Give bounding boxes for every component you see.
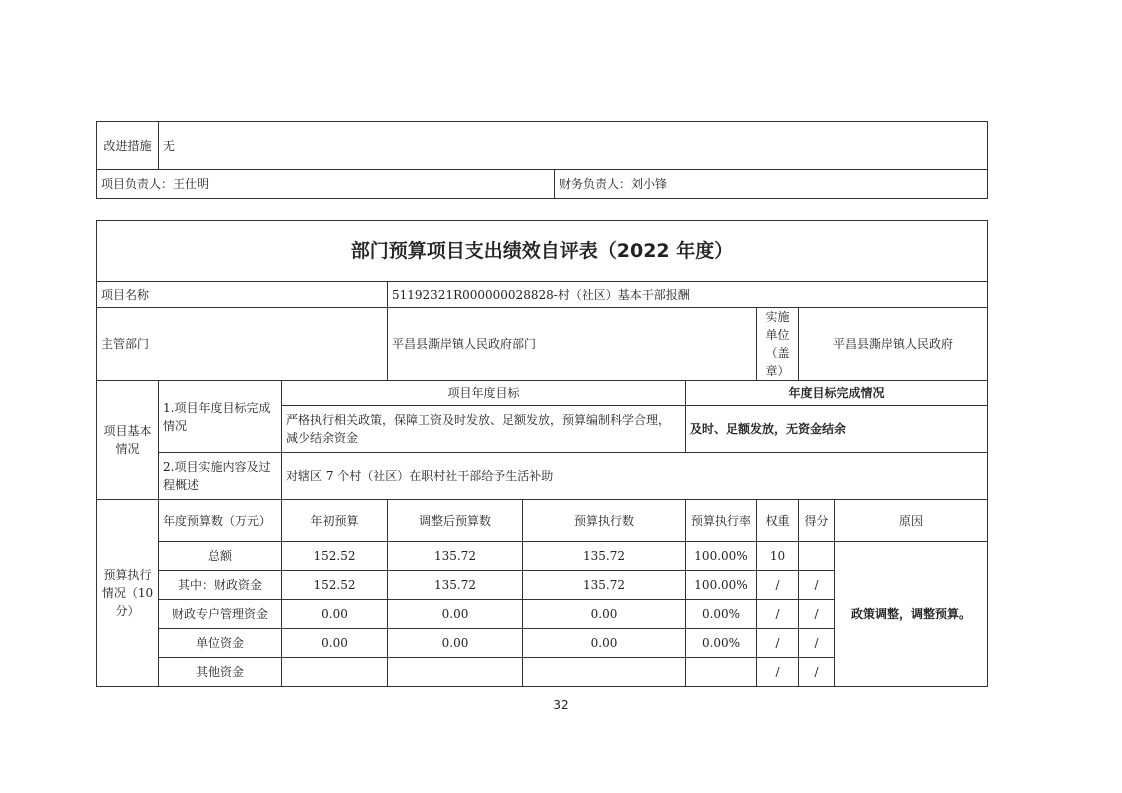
row-score: /: [799, 658, 835, 687]
impl-label: 2.项目实施内容及过程概述: [159, 453, 282, 500]
completion-header: 年度目标完成情况: [686, 381, 988, 406]
project-name-value: 51192321R000000028828-村（社区）基本干部报酬: [388, 282, 988, 308]
budget-section-label: 预算执行情况（10 分）: [97, 500, 159, 687]
finance-leader: 财务负责人：刘小锋: [555, 170, 988, 199]
row-executed: [523, 658, 686, 687]
row-adjusted: 0.00: [388, 629, 523, 658]
row-weight: /: [757, 571, 799, 600]
row-name: 其他资金: [159, 658, 282, 687]
improvement-label: 改进措施: [97, 122, 159, 170]
row-initial: [282, 658, 388, 687]
row-rate: [686, 658, 757, 687]
project-leader: 项目负责人：王仕明: [97, 170, 555, 199]
budget-header-reason: 原因: [835, 500, 988, 542]
goal-header: 项目年度目标: [282, 381, 686, 406]
impl-unit-label: 实施单位（盖章）: [757, 308, 799, 381]
row-initial: 152.52: [282, 542, 388, 571]
row-score: /: [799, 571, 835, 600]
improvement-value: 无: [159, 122, 988, 170]
row-initial: 152.52: [282, 571, 388, 600]
top-table: [96, 121, 988, 199]
row-rate: 0.00%: [686, 600, 757, 629]
row-initial: 0.00: [282, 629, 388, 658]
budget-header-weight: 权重: [757, 500, 799, 542]
row-name: 单位资金: [159, 629, 282, 658]
row-executed: 0.00: [523, 600, 686, 629]
budget-header-executed: 预算执行数: [523, 500, 686, 542]
row-adjusted: [388, 658, 523, 687]
row-weight: /: [757, 658, 799, 687]
row-score: /: [799, 600, 835, 629]
row-rate: 100.00%: [686, 542, 757, 571]
impl-unit-value: 平昌县澌岸镇人民政府: [799, 308, 988, 381]
budget-header-score: 得分: [799, 500, 835, 542]
row-adjusted: 0.00: [388, 600, 523, 629]
basic-info-label: 项目基本情况: [97, 381, 159, 500]
completion-text: 及时、足额发放，无资金结余: [686, 406, 988, 453]
dept-label: 主管部门: [97, 308, 388, 381]
row-executed: 0.00: [523, 629, 686, 658]
row-score: /: [799, 629, 835, 658]
reason-text: 政策调整，调整预算。: [835, 542, 988, 687]
table-title: 部门预算项目支出绩效自评表（2022 年度）: [97, 221, 988, 282]
row-score: [799, 542, 835, 571]
main-table: [96, 220, 988, 687]
row-adjusted: 135.72: [388, 571, 523, 600]
goal-label: 1.项目年度目标完成情况: [159, 381, 282, 453]
impl-text: 对辖区 7 个村（社区）在职村社干部给予生活补助: [282, 453, 988, 500]
row-rate: 0.00%: [686, 629, 757, 658]
row-name: 总额: [159, 542, 282, 571]
table-row: [97, 542, 988, 571]
row-initial: 0.00: [282, 600, 388, 629]
page-number: 32: [553, 698, 569, 712]
row-executed: 135.72: [523, 571, 686, 600]
project-name-label: 项目名称: [97, 282, 388, 308]
budget-header-adjusted: 调整后预算数: [388, 500, 523, 542]
row-executed: 135.72: [523, 542, 686, 571]
budget-header-initial: 年初预算: [282, 500, 388, 542]
row-adjusted: 135.72: [388, 542, 523, 571]
goal-text: 严格执行相关政策，保障工资及时发放、足额发放，预算编制科学合理，减少结余资金: [282, 406, 686, 453]
dept-value: 平昌县澌岸镇人民政府部门: [388, 308, 757, 381]
row-name: 其中：财政资金: [159, 571, 282, 600]
row-weight: /: [757, 629, 799, 658]
budget-header-annual: 年度预算数（万元）: [159, 500, 282, 542]
row-name: 财政专户管理资金: [159, 600, 282, 629]
row-weight: 10: [757, 542, 799, 571]
budget-header-rate: 预算执行率: [686, 500, 757, 542]
row-rate: 100.00%: [686, 571, 757, 600]
row-weight: /: [757, 600, 799, 629]
